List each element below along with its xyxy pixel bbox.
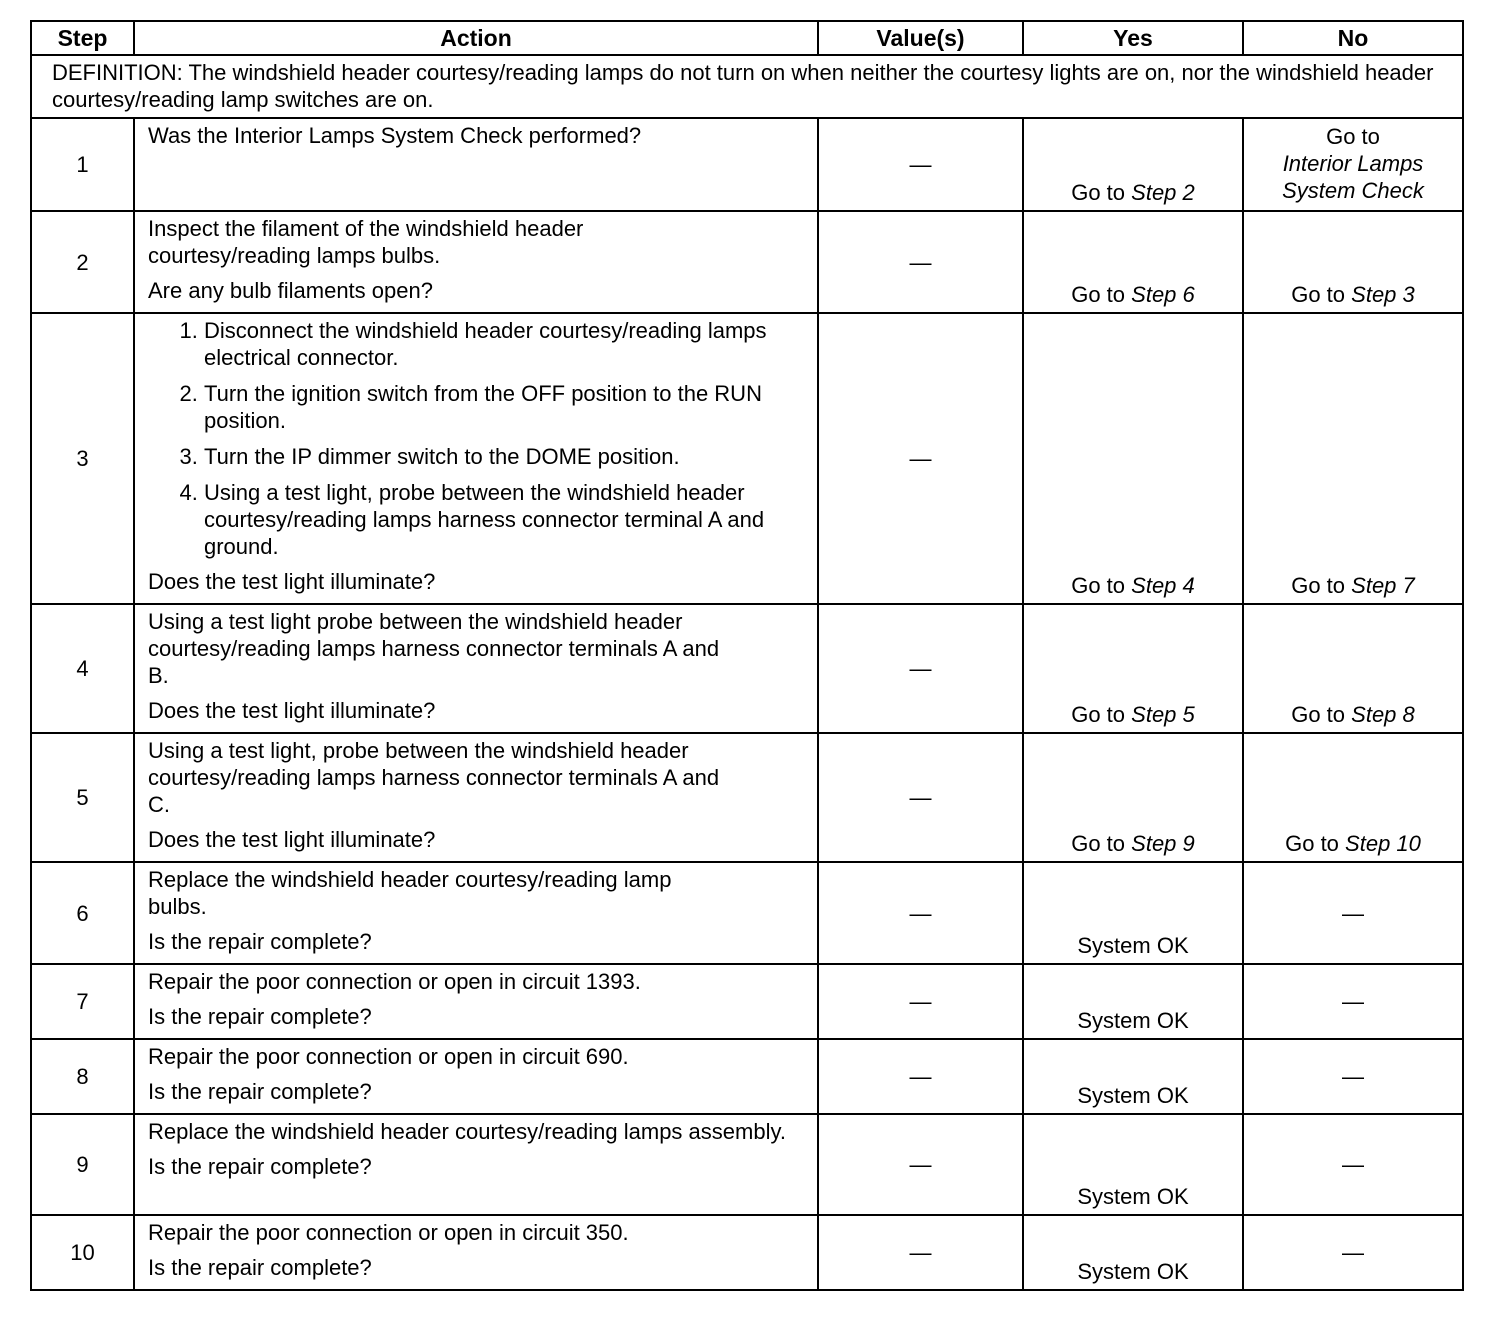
- goto-label: Go to: [1285, 831, 1339, 856]
- value-cell: —: [818, 1114, 1023, 1215]
- action-cell: [134, 1114, 818, 1215]
- question-text: Does the test light illuminate?: [148, 698, 436, 723]
- goto-label: Go to: [1071, 573, 1126, 598]
- action-text: Was the Interior Lamps System Check performed?: [148, 123, 642, 148]
- yes-cell: [1023, 313, 1243, 604]
- action-cell: [134, 118, 818, 211]
- yes-cell: [1023, 604, 1243, 733]
- table-row: [31, 733, 1463, 862]
- value-cell: —: [818, 1039, 1023, 1114]
- step-number: 6: [31, 862, 134, 964]
- substep-item: 4. Using a test light, probe between the windshield header courtesy/reading lamps harness connector terminal A and ground.: [204, 479, 807, 560]
- step-link[interactable]: Step 10: [1345, 831, 1421, 856]
- step-number: 1: [31, 118, 134, 211]
- yes-cell: System OK: [1023, 1039, 1243, 1114]
- no-cell: [1243, 118, 1463, 211]
- table-row: [31, 313, 1463, 604]
- header-no: No: [1243, 21, 1463, 55]
- no-cell: —: [1243, 1114, 1463, 1215]
- yes-cell: System OK: [1023, 964, 1243, 1039]
- no-cell: [1243, 733, 1463, 862]
- goto-label: Go to: [1291, 702, 1346, 727]
- substep-item: 1. Disconnect the windshield header courtesy/reading lamps electrical connector.: [204, 317, 807, 371]
- goto-label: Go to: [1291, 282, 1346, 307]
- no-cell: [1243, 604, 1463, 733]
- question-text: Is the repair complete?: [148, 1154, 372, 1179]
- action-cell: [134, 1039, 818, 1114]
- value-cell: —: [818, 313, 1023, 604]
- step-link[interactable]: Step 5: [1131, 702, 1195, 727]
- value-cell: —: [818, 604, 1023, 733]
- step-link[interactable]: Step 8: [1351, 702, 1415, 727]
- header-yes: Yes: [1023, 21, 1243, 55]
- diagnostic-table: [30, 20, 1464, 1291]
- goto-label: Go to: [1291, 573, 1346, 598]
- step-link[interactable]: Step 9: [1131, 831, 1195, 856]
- table-row: [31, 118, 1463, 211]
- yes-cell: [1023, 211, 1243, 313]
- table-row: [31, 1215, 1463, 1290]
- step-number: 7: [31, 964, 134, 1039]
- goto-label: Go to: [1071, 702, 1126, 727]
- header-step: Step: [31, 21, 134, 55]
- no-cell: —: [1243, 1215, 1463, 1290]
- action-cell: [134, 733, 818, 862]
- action-text: Repair the poor connection or open in circuit 690.: [148, 1044, 629, 1069]
- question-text: Are any bulb filaments open?: [148, 278, 433, 303]
- value-cell: —: [818, 1215, 1023, 1290]
- substep-item: 3. Turn the IP dimmer switch to the DOME position.: [204, 443, 807, 470]
- question-text: Does the test light illuminate?: [148, 569, 436, 594]
- step-link[interactable]: Step 6: [1131, 282, 1195, 307]
- action-cell: [134, 604, 818, 733]
- action-text: Inspect the filament of the windshield header courtesy/reading lamps bulbs.: [148, 216, 584, 268]
- yes-cell: System OK: [1023, 1114, 1243, 1215]
- table-row: [31, 604, 1463, 733]
- table-row: [31, 964, 1463, 1039]
- header-values: Value(s): [818, 21, 1023, 55]
- step-link[interactable]: Step 7: [1351, 573, 1415, 598]
- question-text: Is the repair complete?: [148, 1079, 372, 1104]
- question-text: Is the repair complete?: [148, 929, 372, 954]
- question-text: Is the repair complete?: [148, 1255, 372, 1280]
- action-cell: [134, 964, 818, 1039]
- definition-row: [31, 55, 1463, 118]
- yes-cell: [1023, 118, 1243, 211]
- system-check-link[interactable]: Interior Lamps System Check: [1282, 151, 1424, 203]
- action-cell: [134, 862, 818, 964]
- step-number: 10: [31, 1215, 134, 1290]
- value-cell: —: [818, 118, 1023, 211]
- goto-label: Go to: [1326, 124, 1380, 149]
- no-cell: —: [1243, 964, 1463, 1039]
- table-row: [31, 1039, 1463, 1114]
- goto-label: Go to: [1071, 282, 1126, 307]
- header-action: Action: [134, 21, 818, 55]
- action-text: Using a test light, probe between the windshield header courtesy/reading lamps harness connector terminals A and C.: [148, 738, 720, 817]
- goto-label: Go to: [1071, 831, 1126, 856]
- substep-list: [148, 317, 807, 560]
- action-text: Replace the windshield header courtesy/reading lamp bulbs.: [148, 867, 672, 919]
- no-cell: —: [1243, 862, 1463, 964]
- step-number: 4: [31, 604, 134, 733]
- question-text: Is the repair complete?: [148, 1004, 372, 1029]
- goto-label: Go to: [1071, 180, 1126, 205]
- action-text: Replace the windshield header courtesy/reading lamps assembly.: [148, 1119, 786, 1144]
- action-text: Using a test light probe between the windshield header courtesy/reading lamps harness connector terminals A and B.: [148, 609, 720, 688]
- action-cell: [134, 211, 818, 313]
- definition-text: DEFINITION: The windshield header courtesy/reading lamps do not turn on when neither the courtesy lights are on, nor the windshield header courtesy/reading lamp switches are on.: [31, 55, 1463, 118]
- step-link[interactable]: Step 4: [1131, 573, 1195, 598]
- action-cell: [134, 1215, 818, 1290]
- step-number: 8: [31, 1039, 134, 1114]
- step-number: 2: [31, 211, 134, 313]
- yes-cell: System OK: [1023, 862, 1243, 964]
- question-text: Does the test light illuminate?: [148, 827, 436, 852]
- step-link[interactable]: Step 2: [1131, 180, 1195, 205]
- action-text: Repair the poor connection or open in circuit 1393.: [148, 969, 641, 994]
- value-cell: —: [818, 733, 1023, 862]
- action-cell: [134, 313, 818, 604]
- substep-item: 2. Turn the ignition switch from the OFF position to the RUN position.: [204, 380, 807, 434]
- value-cell: —: [818, 862, 1023, 964]
- table-row: [31, 1114, 1463, 1215]
- step-number: 5: [31, 733, 134, 862]
- no-cell: —: [1243, 1039, 1463, 1114]
- value-cell: —: [818, 964, 1023, 1039]
- no-cell: [1243, 313, 1463, 604]
- yes-cell: System OK: [1023, 1215, 1243, 1290]
- value-cell: —: [818, 211, 1023, 313]
- yes-cell: [1023, 733, 1243, 862]
- no-cell: [1243, 211, 1463, 313]
- step-link[interactable]: Step 3: [1351, 282, 1415, 307]
- step-number: 9: [31, 1114, 134, 1215]
- action-text: Repair the poor connection or open in circuit 350.: [148, 1220, 629, 1245]
- table-row: [31, 211, 1463, 313]
- table-row: [31, 862, 1463, 964]
- header-row: [31, 21, 1463, 55]
- step-number: 3: [31, 313, 134, 604]
